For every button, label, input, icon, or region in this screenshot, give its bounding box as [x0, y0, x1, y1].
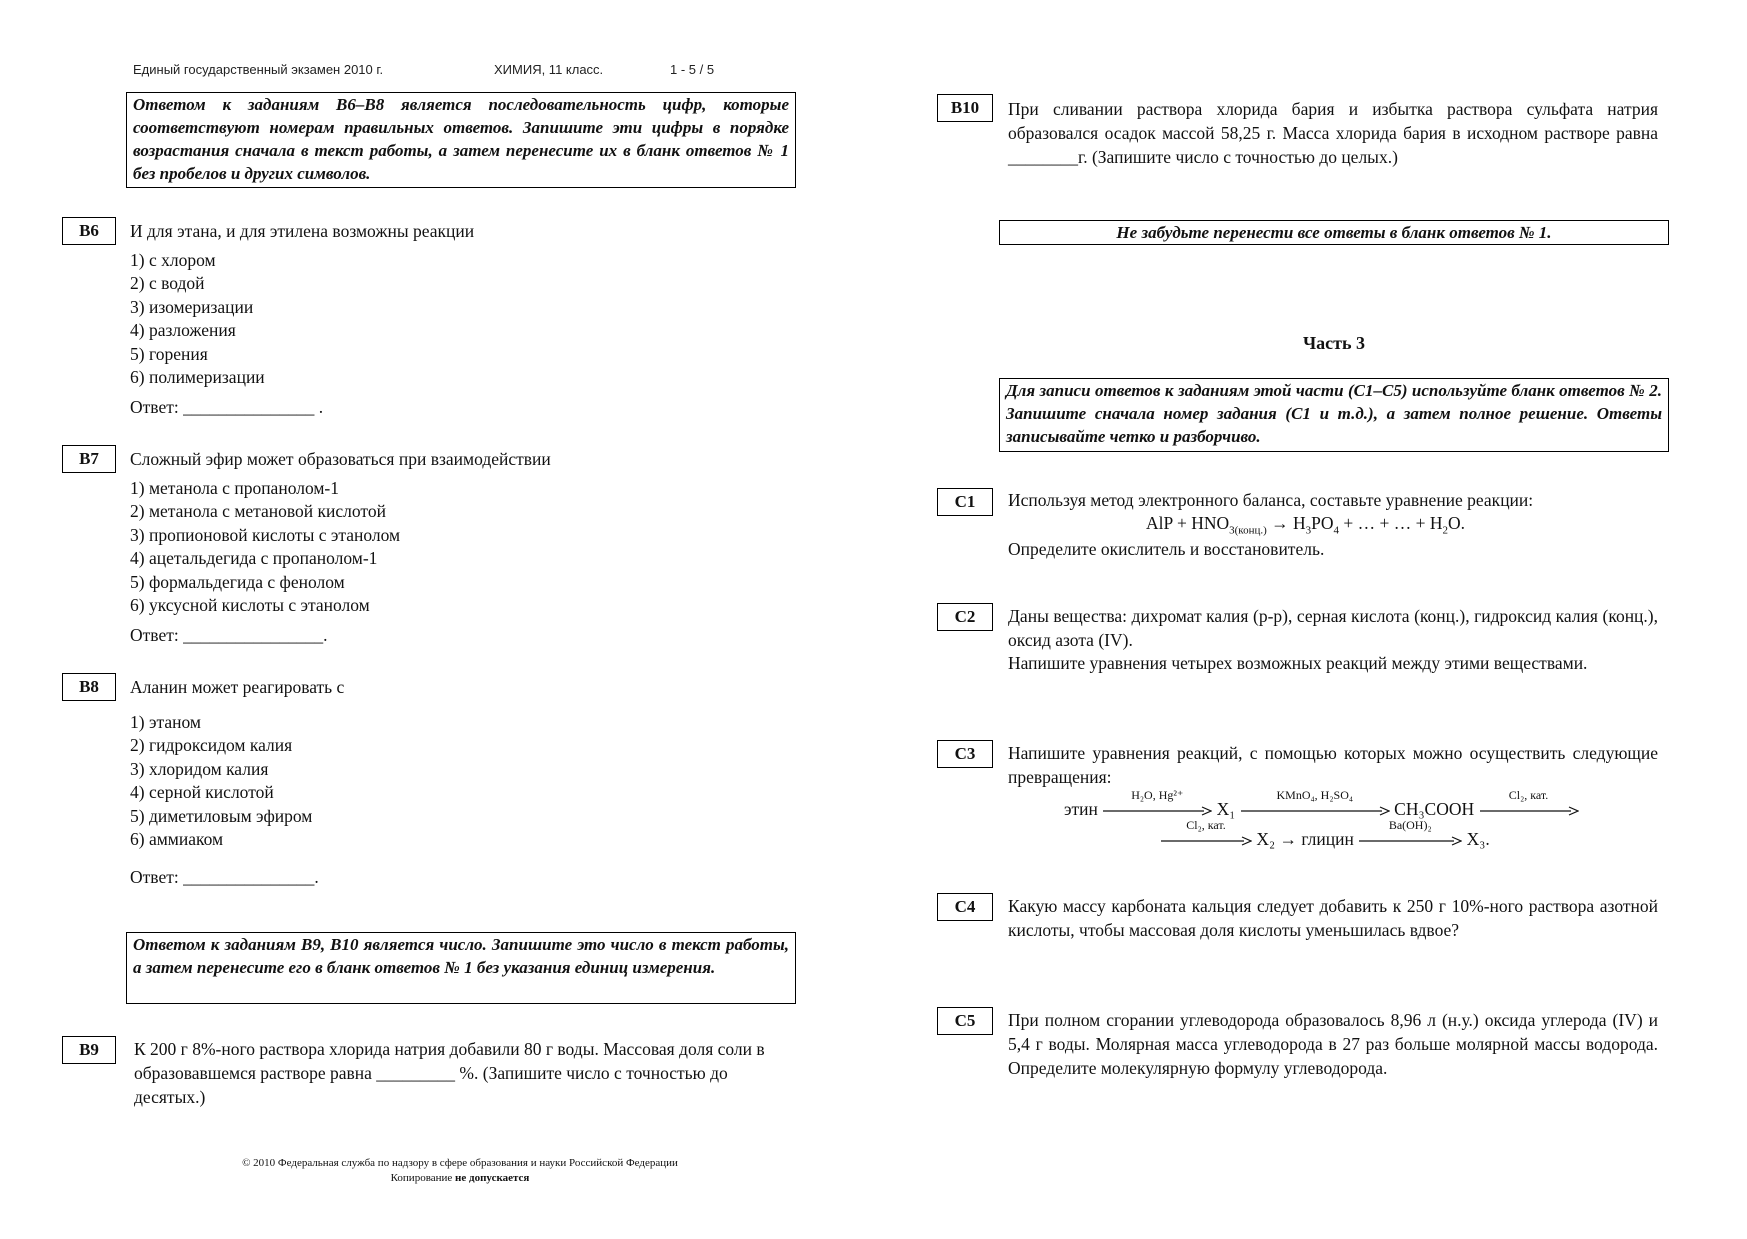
b8-option: 4) серной кислотой — [130, 782, 274, 802]
b6-question: И для этана, и для этилена возможны реакции — [130, 221, 475, 241]
c1-line1: Используя метод электронного баланса, составьте уравнение реакции: — [1008, 490, 1534, 510]
b6-option: 3) изомеризации — [130, 297, 254, 317]
c1-eq-part: O. — [1448, 513, 1466, 533]
arrow-icon — [1102, 788, 1212, 820]
footer-copy-prefix: Копирование — [390, 1172, 456, 1184]
c1-eq-part: + … + … + H — [1339, 513, 1443, 533]
c3-cond1: H₂O, Hg²⁺ — [1131, 788, 1184, 802]
b8-option: 5) диметиловым эфиром — [130, 806, 313, 826]
c3-start: этин — [1064, 799, 1098, 819]
c3-text: Напишите уравнения реакций, с помощью которых можно осуществить следующие превращения: — [1008, 743, 1658, 787]
task-label-c4: C4 — [937, 893, 993, 921]
c3-cond5: Ba(OH)₂ — [1388, 818, 1432, 832]
b7-option: 2) метанола с метановой кислотой — [130, 501, 386, 521]
b9-body: К 200 г 8%-ного раствора хлорида натрия добавили 80 г воды. Массовая доля соли в образовавшемся растворе равна _________ %. (Запишите число с точностью до десятых.) — [134, 1039, 765, 1107]
b7-option: 6) уксусной кислоты с этанолом — [130, 595, 370, 615]
instruction-text: Ответом к заданиям В6–В8 является последовательность цифр, которые соответствуют номерам правильных ответов. Запишите эти цифры в порядке возрастания сначала в текст работы, а затем перенесите их в бланк ответов № 1 без пробелов и других символов. — [133, 95, 789, 183]
task-label-b9: B9 — [62, 1036, 116, 1064]
b8-question: Аланин может реагировать с — [130, 677, 345, 697]
c3-cond3: Cl₂, кат. — [1508, 788, 1549, 802]
b7-option: 4) ацетальдегида с пропанолом-1 — [130, 548, 378, 568]
task-label-b10: B10 — [937, 94, 993, 122]
c3-x3: X₃. — [1466, 829, 1490, 849]
c1-eq-sub: 4 — [1333, 524, 1340, 537]
b6-option: 1) с хлором — [130, 250, 216, 270]
c1-eq-sub: 2 — [1442, 524, 1449, 537]
b8-option: 3) хлоридом калия — [130, 759, 269, 779]
c1-eq-part: AlP + HNO — [1146, 513, 1230, 533]
c4-text: Какую массу карбоната кальция следует добавить к 250 г 10%-ного раствора азотной кислоты, чтобы массовая доля кислоты уменьшилась вдвое? — [1008, 896, 1658, 940]
c3-x1: X₁ — [1216, 799, 1236, 819]
c1-eq-part: PO — [1311, 513, 1334, 533]
instruction-text: Для записи ответов к заданиям этой части (С1–С5) используйте бланк ответов № 2. Запишите сначала номер задания (С1 и т.д.), а затем полное решение. Ответы записывайте четко и разборчиво. — [1006, 381, 1662, 446]
b7-option: 1) метанола с пропанолом-1 — [130, 478, 340, 498]
part-title: Часть 3 — [1302, 333, 1366, 353]
c5-text: При полном сгорании углеводорода образовалось 8,96 л (н.у.) оксида углерода (IV) и 5,4 г воды. Молярная масса углеводорода в 27 раз больше молярной массы водорода. Определите молекулярную формулу углеводорода. — [1008, 1010, 1658, 1078]
b6-option: 6) полимеризации — [130, 367, 265, 387]
c3-cond4: Cl₂, кат. — [1186, 818, 1226, 832]
task-label-c1: C1 — [937, 488, 993, 516]
b8-option: 2) гидроксидом калия — [130, 735, 293, 755]
c1-eq-sub: 3 — [1305, 524, 1312, 537]
page-number: 1 - 5 / 5 — [670, 62, 715, 77]
instruction-box-b6-b8 — [126, 92, 796, 188]
footer — [180, 1156, 740, 1186]
c1-equation — [1146, 513, 1465, 537]
b10-text: При сливании раствора хлорида бария и избытка раствора сульфата натрия образовался осадок массой 58,25 г. Масса хлорида бария в исходном растворе равна ________г. (Запишите число с точностью до целых.) — [1008, 99, 1658, 167]
c3-x2: X₂ — [1256, 829, 1276, 849]
instruction-text: Ответом к заданиям В9, В10 является число. Запишите это число в текст работы, а затем перенесите его в бланк ответов № 1 без указания единиц измерения. — [133, 935, 789, 977]
b8-option: 6) аммиаком — [130, 829, 224, 849]
task-label-b8: B8 — [62, 673, 116, 701]
task-label-c3: C3 — [937, 740, 993, 768]
arrow-icon — [1160, 818, 1252, 850]
arrow-icon — [1479, 788, 1579, 820]
task-label-b7: B7 — [62, 445, 116, 473]
c3-scheme-row1 — [1064, 788, 1579, 820]
b6-option: 5) горения — [130, 344, 208, 364]
c1-eq-sub: 3(конц.) — [1229, 524, 1267, 537]
b7-question: Сложный эфир может образоваться при взаимодействии — [130, 449, 551, 469]
b6-option: 2) с водой — [130, 273, 205, 293]
b8-answer-line: Ответ: _______________. — [130, 867, 319, 887]
exam-title: Единый государственный экзамен 2010 г. — [133, 62, 384, 77]
c1-line3: Определите окислитель и восстановитель. — [1008, 539, 1325, 559]
c3-scheme-row2 — [1160, 818, 1490, 850]
b7-answer-line: Ответ: ________________. — [130, 625, 328, 645]
b7-option: 3) пропионовой кислоты с этанолом — [130, 525, 401, 545]
reminder-box — [999, 220, 1669, 245]
b6-option: 4) разложения — [130, 320, 236, 340]
task-label-c2: C2 — [937, 603, 993, 631]
instruction-box-b9-b10 — [126, 932, 796, 1004]
footer-copy-bold: не допускается — [455, 1172, 530, 1184]
task-label-c5: C5 — [937, 1007, 993, 1035]
reminder-text: Не забудьте перенести все ответы в бланк ответов № 1. — [1116, 223, 1552, 242]
subject: ХИМИЯ, 11 класс. — [494, 62, 604, 77]
c1-eq-part: → H — [1266, 513, 1306, 533]
arrow-icon — [1358, 818, 1462, 850]
c2-line1: Даны вещества: дихромат калия (р-р), серная кислота (конц.), гидроксид калия (конц.), оксид азота (IV). — [1008, 606, 1658, 650]
b6-answer-line: Ответ: _______________ . — [130, 397, 324, 417]
footer-copyright: © 2010 Федеральная служба по надзору в сфере образования и науки Российской Федерации — [242, 1157, 678, 1169]
instruction-box-part3 — [999, 378, 1669, 452]
c3-cond2: KMnO₄, H₂SO₄ — [1276, 788, 1354, 802]
b7-option: 5) формальдегида с фенолом — [130, 572, 345, 592]
arrow-icon — [1240, 788, 1390, 820]
b8-option: 1) этаном — [130, 712, 201, 732]
c3-glycine: глицин — [1301, 829, 1354, 849]
b9-text — [134, 1037, 790, 1109]
footer-copy-notice — [180, 1171, 740, 1186]
task-label-b6: B6 — [62, 217, 116, 245]
arrow-icon: → — [1279, 829, 1297, 849]
c3-acid: CH₃COOH — [1394, 799, 1475, 819]
c2-line2: Напишите уравнения четырех возможных реакций между этими веществами. — [1008, 653, 1588, 673]
